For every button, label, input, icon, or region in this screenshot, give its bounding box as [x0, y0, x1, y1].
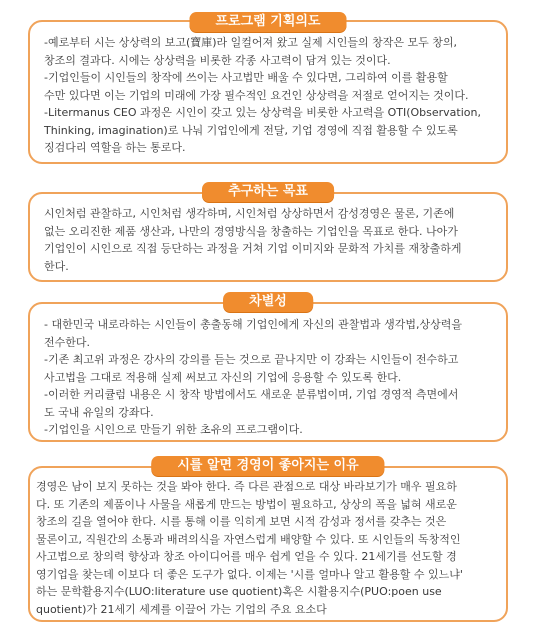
body-line: -Litermanus CEO 과정은 시인이 갖고 있는 상상력을 비롯한 사고력을 OTI(Observation,: [44, 106, 481, 119]
body-line: 사고법을 그대로 적용해 실제 써보고 자신의 기업에 응용할 수 있도록 한다.: [44, 370, 402, 384]
body-line: 전수한다.: [44, 335, 91, 349]
section-planning-intent-body: [44, 34, 481, 157]
body-line: 한다.: [44, 259, 69, 273]
body-line: 하는 문학활용지수(LUO:literature use quotient)혹은 시활용지수(PUO:poen use: [36, 585, 442, 598]
body-line: 창조의 길을 열어야 한다. 시를 통해 이를 익히게 보면 시적 감성과 정서를 갖추는 것은: [36, 515, 447, 528]
body-line: 징검다리 역할을 하는 통로다.: [44, 141, 186, 154]
body-line: 기업인이 시인으로 직접 등단하는 과정을 거쳐 기업 이미지와 문화적 가치를 재창출하게: [44, 242, 462, 255]
body-line: -기업인을 시인으로 만들기 위한 초유의 프로그램이다.: [44, 423, 303, 436]
body-line: Thinking, imagination)로 나눠 기업인에게 전달, 기업 경영에 직접 활용할 수 있도록: [44, 123, 458, 137]
body-line: -이러한 커리큘럼 내용은 시 창작 방법에서도 새로운 분류법이며, 기업 경영적 측면에서: [44, 388, 459, 401]
body-line: 경영은 남이 보지 못하는 것을 봐야 한다. 즉 다른 관점으로 대상 바라보기가 매우 필요하: [36, 480, 457, 493]
body-line: 영기업을 찾는데 이보다 더 좋은 도구가 없다. 이제는 '시를 얼마나 알고 활용할 수 있느냐': [36, 567, 463, 581]
section-differentiation-body: [44, 316, 462, 439]
section-why-poetry-body: [36, 478, 463, 618]
body-line: -기업인들이 시인들의 창작에 쓰이는 사고법만 배울 수 있다면, 그리하여 이를 활용할: [44, 71, 448, 84]
body-line: -예로부터 시는 상상력의 보고(寶庫)라 일컬어져 왔고 실제 시인들의 창작은 모두 창의,: [44, 36, 458, 49]
section-why-poetry-title: 시를 알면 경영이 좋아지는 이유: [151, 456, 384, 476]
section-planning-intent-title: 프로그램 기획의도: [190, 12, 347, 32]
section-goal-body: [44, 205, 462, 275]
body-line: 다. 또 기존의 제품이나 사물을 새롭게 만드는 방법이 필요하고, 상상의 폭을 넓혀 새로운: [36, 497, 457, 511]
section-goal-title: 추구하는 목표: [202, 182, 334, 202]
body-line: 사고법으로 창의력 향상과 창조 아이디어를 매우 쉽게 얻을 수 있다. 21세기를 선도할 경: [36, 550, 457, 563]
section-differentiation-title: 차별성: [223, 292, 313, 312]
body-line: 창조의 결과다. 시에는 상상력을 비롯한 각종 사고력이 담겨 있는 것이다.: [44, 53, 391, 67]
body-line: 도 국내 유일의 강좌다.: [44, 405, 154, 419]
body-line: quotient)가 21세기 세계를 이끌어 가는 기업의 주요 요소다: [36, 602, 327, 616]
body-line: 수만 있다면 이는 기업의 미래에 가장 필수적인 요건인 상상력을 저절로 얻어지는 것이다.: [44, 88, 469, 102]
body-line: 물론이고, 직원간의 소통과 배려의식을 자연스럽게 배양할 수 있다. 또 시인들의 독창적인: [36, 532, 461, 546]
body-line: - 대한민국 내로라하는 시인들이 총출동해 기업인에게 자신의 관찰법과 생각법,상상력을: [44, 318, 462, 331]
body-line: 시인처럼 관찰하고, 시인처럼 생각하며, 시인처럼 상상하면서 감성경영은 물론, 기존에: [44, 207, 455, 220]
body-line: -기존 최고위 과정은 강사의 강의를 듣는 것으로 끝나지만 이 강좌는 시인들이 전수하고: [44, 353, 459, 366]
body-line: 없는 오리진한 제품 생산과, 나만의 경영방식을 창출하는 기업인을 목표로 한다. 나아가: [44, 224, 458, 238]
